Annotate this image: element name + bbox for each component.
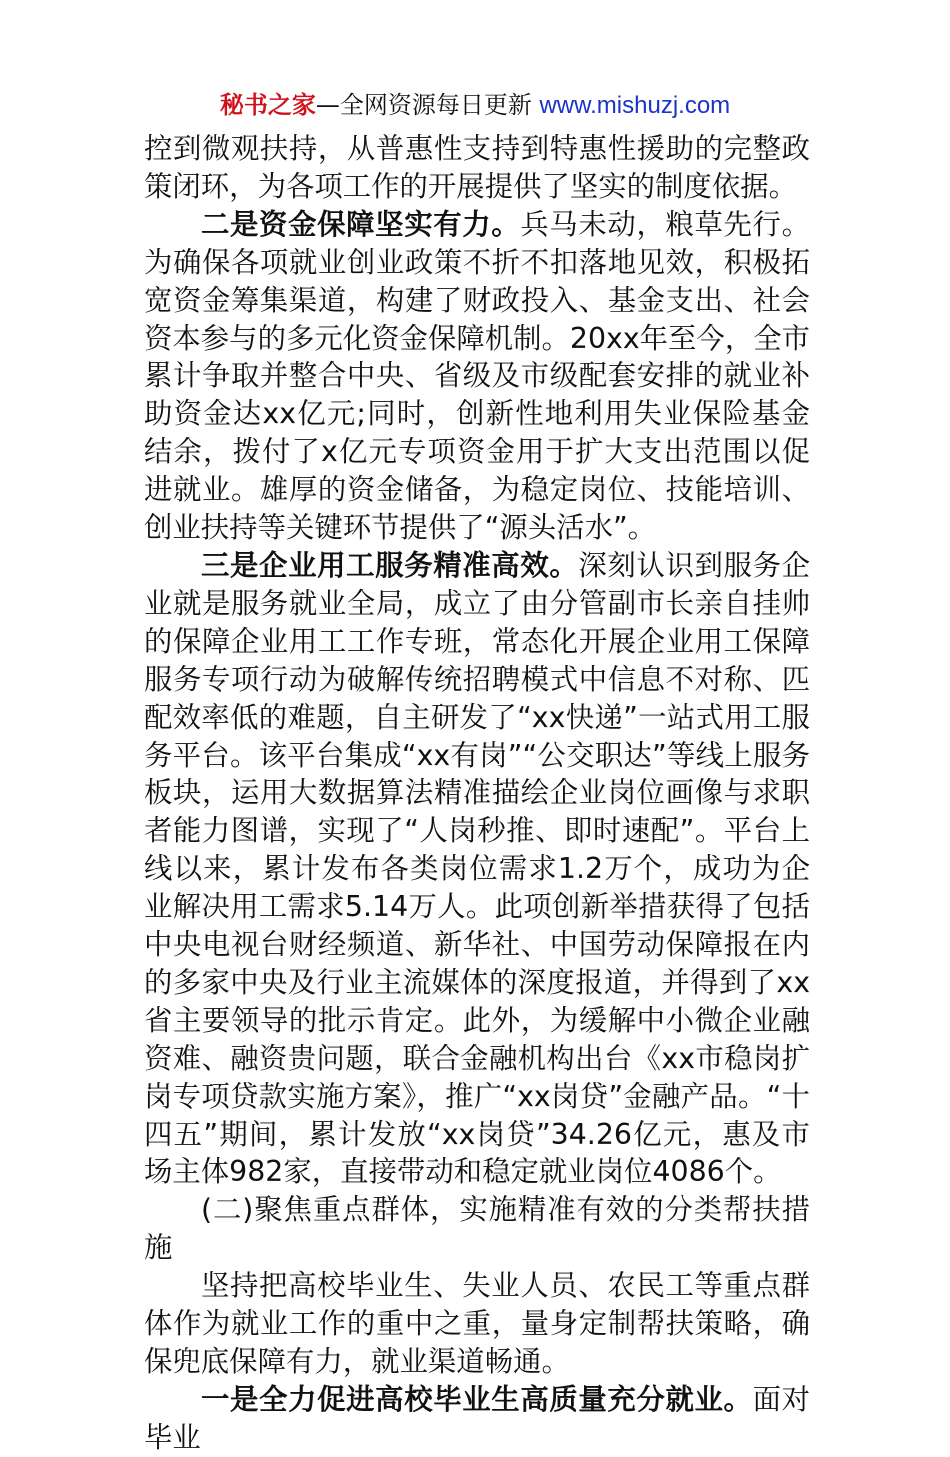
paragraph-text: 深刻认识到服务企业就是服务就业全局，成立了由分管副市长亲自挂帅的保障企业用工工作专班，常态化开展企业用工保障服务专项行动为破解传统招聘模式中信息不对称、匹配效率低的难题，自主研发了“xx快递”一站式用工服务平台。该平台集成“xx有岗”“公交职达”等线上服务板块，运用大数据算法精准描绘企业岗位画像与求职者能力图谱，实现了“人岗秒推、即时速配”。平台上线以来，累计发布各类岗位需求1.2万个，成功为企业解决用工需求5.14万人。此项创新举措获得了包括中央电视台财经频道、新华社、中国劳动保障报在内的多家中央及行业主流媒体的深度报道，并得到了xx省主要领导的批示肯定。此外，为缓解中小微企业融资难、融资贵问题，联合金融机构出台《xx市稳岗扩岗专项贷款实施方案》，推广“xx岗贷”金融产品。“十四五”期间，累计发放“xx岗贷”34.26亿元，惠及市场主体982家，直接带动和稳定就业岗位4086个。 (144, 548, 810, 1189)
page-header (0, 88, 950, 123)
paragraph-text: 兵马未动，粮草先行。为确保各项就业创业政策不折不扣落地见效，积极拓宽资金筹集渠道，构建了财政投入、基金支出、社会资本参与的多元化资金保障机制。20xx年至今，全市累计争取并整合中央、省级及市级配套安排的就业补助资金达xx亿元;同时，创新性地利用失业保险基金结余，拨付了x亿元专项资金用于扩大支出范围以促进就业。雄厚的资金储备，为稳定岗位、技能培训、创业扶持等关键环节提供了“源头活水”。 (144, 207, 810, 545)
section-heading (144, 1191, 810, 1267)
header-tagline: —全网资源每日更新 (315, 91, 540, 119)
paragraph-lead: 一是全力促进高校毕业生高质量充分就业。 (201, 1382, 753, 1416)
paragraph-text: (二)聚焦重点群体，实施精准有效的分类帮扶措施 (144, 1193, 810, 1265)
paragraph-lead: 三是企业用工服务精准高效。 (201, 548, 579, 582)
brand-name: 秘书之家 (219, 91, 316, 119)
paragraph-6 (144, 1381, 810, 1457)
paragraph-2 (144, 206, 810, 547)
paragraph-1 (144, 130, 810, 206)
paragraph-lead: 二是资金保障坚实有力。 (201, 207, 521, 241)
paragraph-text: 面对毕业 (144, 1382, 810, 1454)
paragraph-text: 坚持把高校毕业生、失业人员、农民工等重点群体作为就业工作的重中之重，量身定制帮扶策略，确保兜底保障有力，就业渠道畅通。 (144, 1269, 810, 1378)
document-body (144, 130, 810, 1457)
paragraph-5 (144, 1267, 810, 1381)
site-url[interactable]: www.mishuzj.com (539, 92, 731, 119)
paragraph-3 (144, 547, 810, 1191)
paragraph-text: 控到微观扶持，从普惠性支持到特惠性援助的完整政策闭环，为各项工作的开展提供了坚实的制度依据。 (144, 132, 810, 203)
